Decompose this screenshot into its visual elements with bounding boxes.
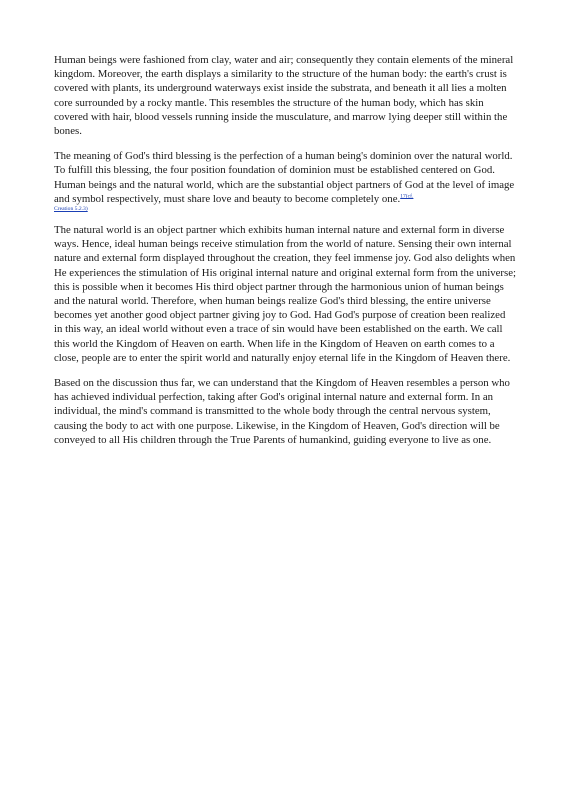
paragraph-4-text: Based on the discussion thus far, we can understand that the Kingdom of Heaven resembles a person who has achieved individual perfection, taking after God's original internal nature and external form. In an individual, the mind's command is transmitted to the whole body through the central nervous system, causing the body to act with one purpose. Likewise, in the Kingdom of Heaven, God's direction will be conveyed to all His children through the True Parents of humankind, guiding everyone to live as one. — [54, 377, 510, 446]
paragraph-1 — [54, 53, 516, 138]
paragraph-4 — [54, 376, 516, 447]
paragraph-1-text: Human beings were fashioned from clay, water and air; consequently they contain elements of the mineral kingdom. Moreover, the earth displays a similarity to the structure of the human body: the earth's crust is covered with plants, its underground waterways exist inside the substrata, and beneath it all lies a molten core surrounded by a rocky mantle. This resembles the structure of the human body, which has skin covered with hair, blood vessels running inside the musculature, and marrow lying deeper still within the bones. — [54, 54, 514, 138]
document-page — [54, 53, 516, 458]
paragraph-3-text: The natural world is an object partner which exhibits human internal nature and external form in diverse ways. Hence, ideal human beings receive stimulation from the world of nature. Sensing their own internal nature and external form displayed throughout the creation, they feel immense joy. God also delights when He experiences the stimulation of His original internal nature and original external form from the universe; this is possible when it becomes His third object partner through the harmonious union of human beings and the natural world. Therefore, when human beings realize God's third blessing, the entire universe becomes yet another good object partner giving joy to God. Had God's purpose of creation been realized in this way, an ideal world without even a trace of sin would have been established on the earth. We call this world the Kingdom of Heaven on earth. When life in the Kingdom of Heaven on earth comes to a close, people are to enter the spirit world and naturally enjoy eternal life in the Kingdom of Heaven there. — [54, 224, 517, 364]
footnote-reference-link-continued[interactable]: Creation 5.2.3) — [54, 206, 88, 213]
paragraph-2 — [54, 149, 516, 212]
paragraph-3 — [54, 223, 516, 365]
footnote-reference-continuation — [54, 204, 516, 212]
footnote-reference-link[interactable]: 17(cf. — [400, 193, 414, 200]
paragraph-2-text: The meaning of God's third blessing is the perfection of a human being's dominion over the natural world. To fulfill this blessing, the four position foundation of dominion must be established centered on God. Human beings and the natural world, which are the substantial object partners of God at the level of image and symbol respectively, must share love and beauty to become completely one. — [54, 150, 515, 205]
